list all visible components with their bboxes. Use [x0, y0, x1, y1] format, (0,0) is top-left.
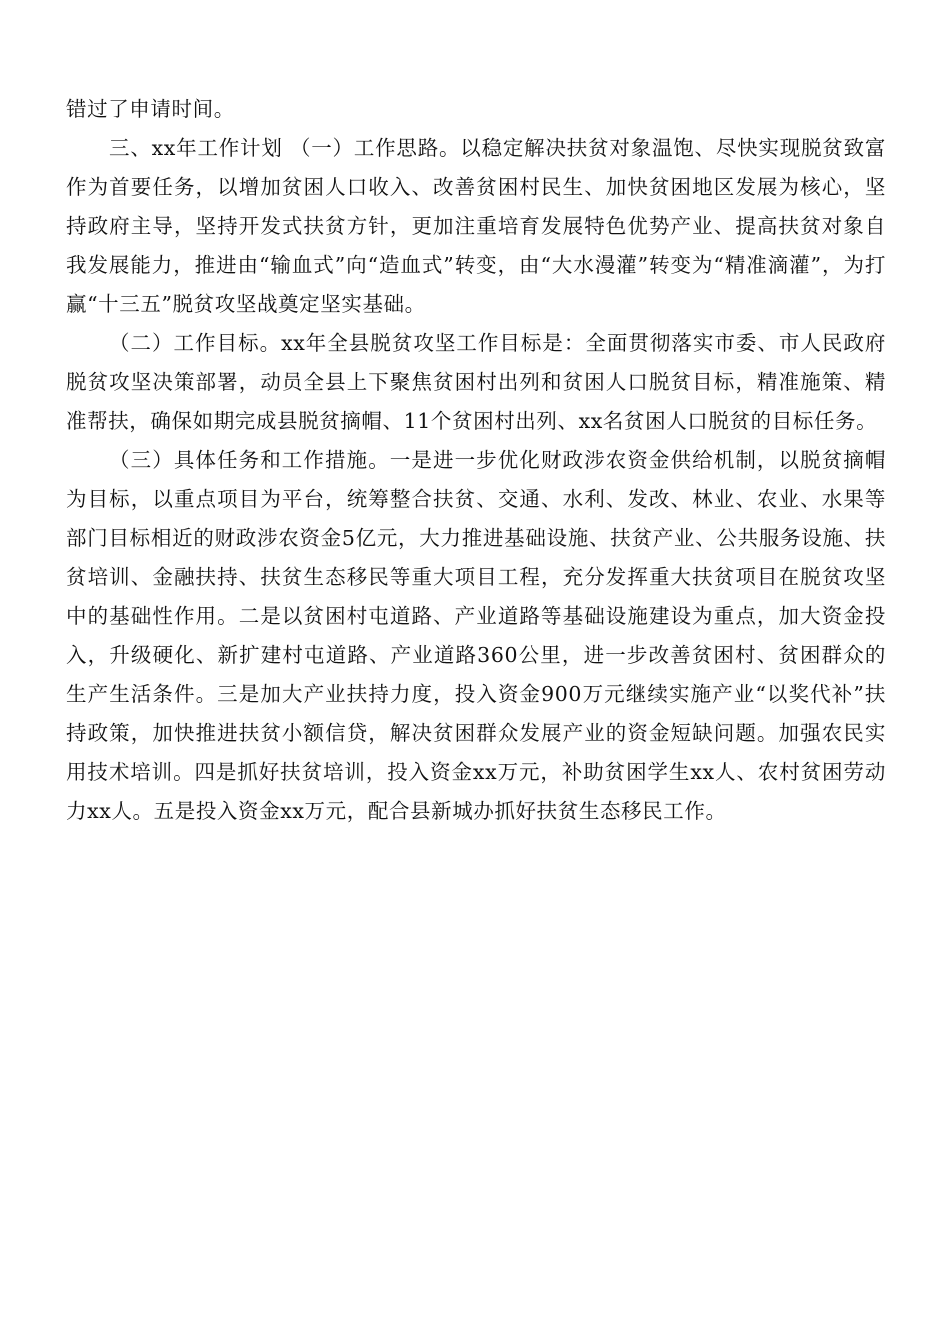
- paragraph-continuation: 错过了申请时间。: [66, 97, 235, 121]
- paragraph-work-goals: （二）工作目标。xx年全县脱贫攻坚工作目标是：全面贯彻落实市委、市人民政府脱贫攻坚决策部署，动员全县上下聚焦贫困村出列和贫困人口脱贫目标，精准施策、精准帮扶，确保如期完成县脱贫摘帽、11个贫困村出列、xx名贫困人口脱贫的目标任务。: [66, 331, 886, 433]
- paragraph-work-plan: 三、xx年工作计划 （一）工作思路。以稳定解决扶贫对象温饱、尽快实现脱贫致富作为首要任务，以增加贫困人口收入、改善贫困村民生、加快贫困地区发展为核心，坚持政府主导，坚持开发式扶贫方针，更加注重培育发展特色优势产业、提高扶贫对象自我发展能力，推进由“输血式”向“造血式”转变，由“大水漫灌”转变为“精准滴灌”，为打赢“十三五”脱贫攻坚战奠定坚实基础。: [66, 136, 886, 316]
- paragraph-tasks-measures: （三）具体任务和工作措施。一是进一步优化财政涉农资金供给机制，以脱贫摘帽为目标，以重点项目为平台，统筹整合扶贫、交通、水利、发改、林业、农业、水果等部门目标相近的财政涉农资金5亿元，大力推进基础设施、扶贫产业、公共服务设施、扶贫培训、金融扶持、扶贫生态移民等重大项目工程，充分发挥重大扶贫项目在脱贫攻坚中的基础性作用。二是以贫困村屯道路、产业道路等基础设施建设为重点，加大资金投入，升级硬化、新扩建村屯道路、产业道路360公里，进一步改善贫困村、贫困群众的生产生活条件。三是加大产业扶持力度，投入资金900万元继续实施产业“以奖代补”扶持政策，加快推进扶贫小额信贷，解决贫困群众发展产业的资金短缺问题。加强农民实用技术培训。四是抓好扶贫培训，投入资金xx万元，补助贫困学生xx人、农村贫困劳动力xx人。五是投入资金xx万元，配合县新城办抓好扶贫生态移民工作。: [66, 448, 886, 823]
- document-body: [66, 90, 886, 831]
